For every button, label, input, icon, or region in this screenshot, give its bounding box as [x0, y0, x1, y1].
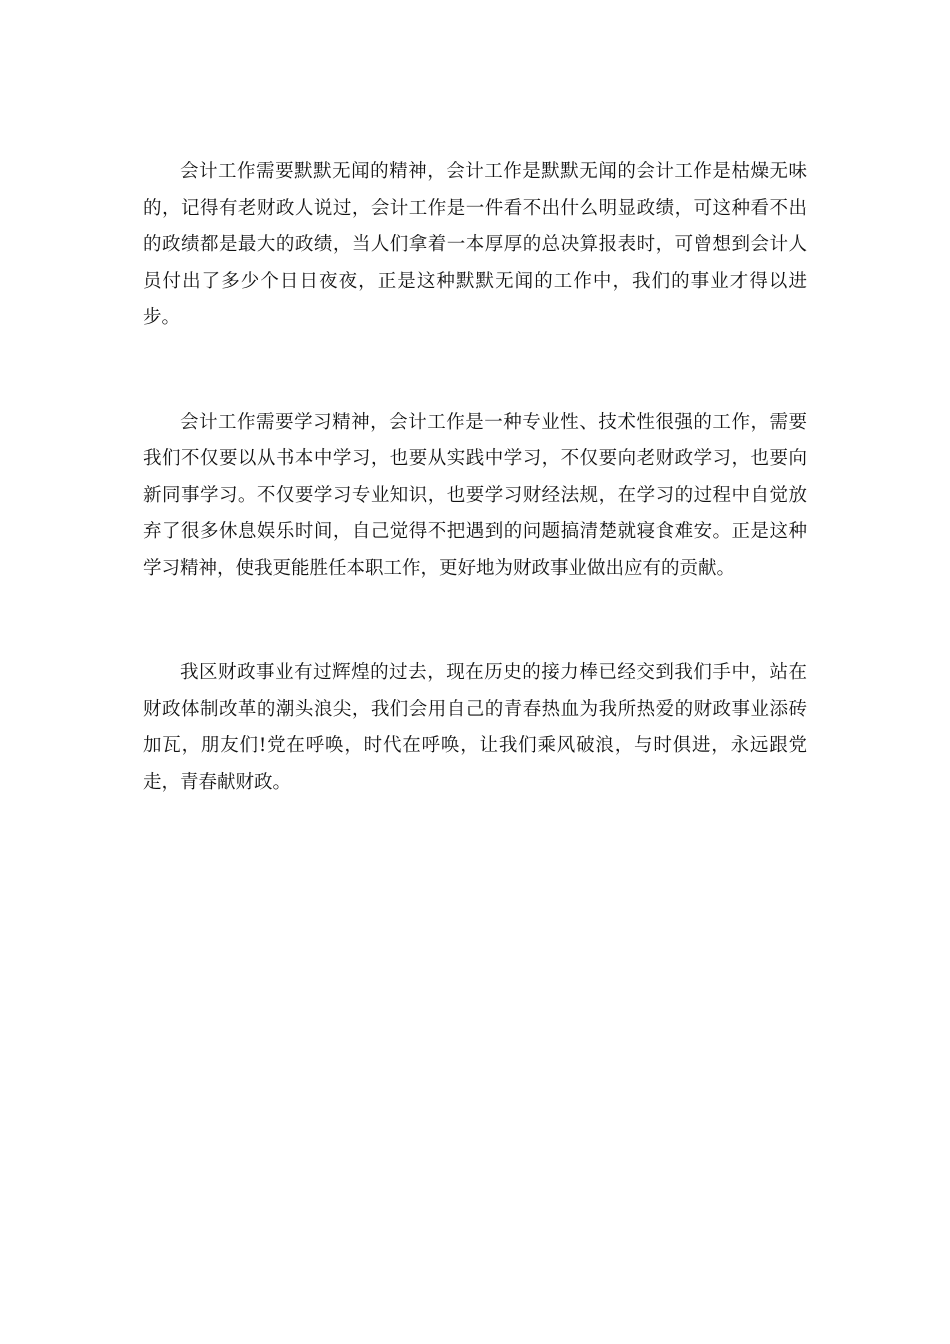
paragraph-3: 我区财政事业有过辉煌的过去，现在历史的接力棒已经交到我们手中，站在财政体制改革的潮头浪尖，我们会用自己的青春热血为我所热爱的财政事业添砖加瓦，朋友们!党在呼唤，时代在呼唤，让我们乘风破浪，与时俱进，永远跟党走，青春献财政。: [143, 662, 807, 793]
paragraph-1: 会计工作需要默默无闻的精神，会计工作是默默无闻的会计工作是枯燥无味的，记得有老财政人说过，会计工作是一件看不出什么明显政绩，可这种看不出的政绩都是最大的政绩，当人们拿着一本厚厚的总决算报表时，可曾想到会计人员付出了多少个日日夜夜，正是这种默默无闻的工作中，我们的事业才得以进步。: [143, 161, 807, 328]
document-body: [143, 154, 807, 801]
paragraph-2: 会计工作需要学习精神，会计工作是一种专业性、技术性很强的工作，需要我们不仅要以从书本中学习，也要从实践中学习，不仅要向老财政学习，也要向新同事学习。不仅要学习专业知识，也要学习财经法规，在学习的过程中自觉放弃了很多休息娱乐时间，自己觉得不把遇到的问题搞清楚就寝食难安。正是这种学习精神，使我更能胜任本职工作，更好地为财政事业做出应有的贡献。: [143, 411, 807, 579]
